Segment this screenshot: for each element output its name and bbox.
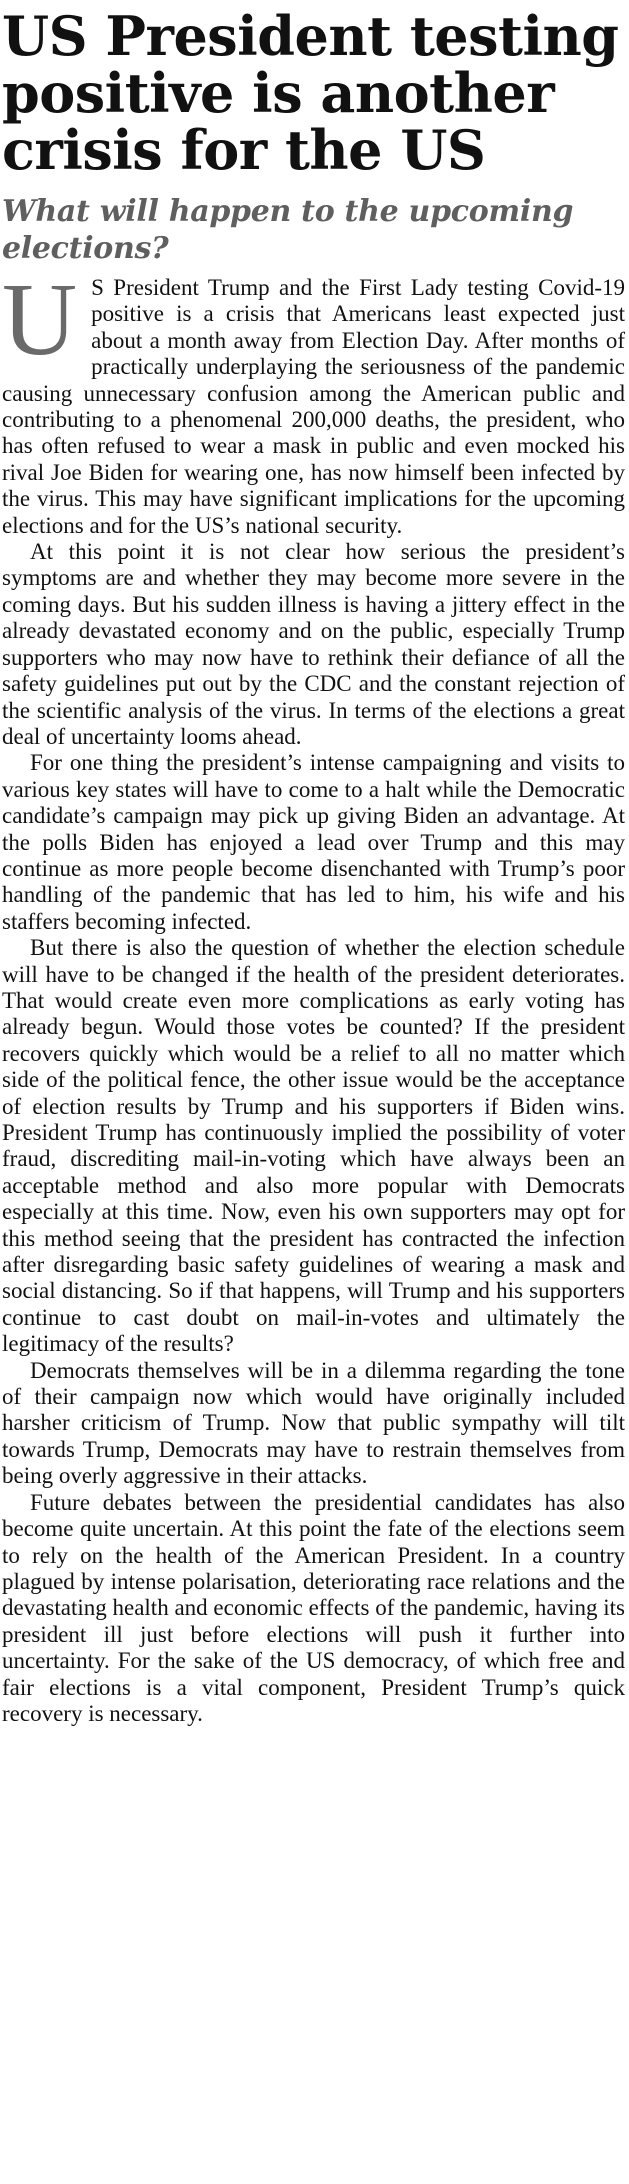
paragraph-5: Democrats themselves will be in a dilemma regarding the tone of their campaign now which would have originally included harsher criticism of Trump. Now that public sympathy will tilt towards Trump, Democrats may have to restrain themselves from being overly aggressive in their attacks.	[2, 1357, 625, 1489]
subheadline: What will happen to the upcoming elections?	[2, 194, 574, 266]
paragraph-3: For one thing the president’s intense campaigning and visits to various key states will have to come to a halt while the Democratic candidate’s campaign may pick up giving Biden an advantage. At the polls Biden has enjoyed a lead over Trump and this may continue as more people become disenchanted with Trump’s poor handling of the pandemic that has led to him, his wife and his staffers becoming infected.	[2, 750, 625, 934]
paragraph-2: At this point it is not clear how serious the president’s symptoms are and whether they may become more severe in the coming days. But his sudden illness is having a jittery effect in the already devastated economy and on the public, especially Trump supporters who may now have to rethink their defiance of all the safety guidelines put out by the CDC and the constant rejection of the scientific analysis of the virus. In terms of the elections a great deal of uncertainty looms ahead.	[2, 539, 625, 749]
paragraph-4: But there is also the question of whether the election schedule will have to be changed if the health of the president deteriorates. That would create even more complications as early voting has already begun. Would those votes be counted? If the president recovers quickly which would be a relief to all no matter which side of the political fence, the other issue would be the acceptance of election results by Trump and his supporters if Biden wins. President Trump has continuously implied the possibility of voter fraud, discrediting mail-in-voting which have always been an acceptable method and also more popular with Democrats especially at this time. Now, even his own supporters may opt for this method seeing that the president has contracted the infection after disregarding basic safety guidelines of wearing a mask and social distancing. So if that happens, will Trump and his supporters continue to cast doubt on mail-in-votes and ultimately the legitimacy of the results?	[2, 935, 625, 1357]
paragraph-1	[2, 262, 625, 539]
paragraph-6: Future debates between the presidential candidates has also become quite uncertain. At this point the fate of the elections seem to rely on the health of the American President. In a country plagued by intense polarisation, deteriorating race relations and the devastating health and economic effects of the pandemic, having its president ill just before elections will push it further into uncertainty. For the sake of the US democracy, of which free and fair elections is a vital component, President Trump’s quick recovery is necessary.	[2, 1489, 625, 1726]
article-body	[2, 262, 625, 1727]
article	[2, 4, 625, 1727]
paragraph-1-text: S President Trump and the First Lady testing Covid-19 positive is a crisis that Americans least expected just about a month away from Election Day. After months of practically underplaying the seriousness of the pandemic causing unnecessary confusion among the American public and contributing to a phenomenal 200,000 deaths, the president, who has often refused to wear a mask in public and even mocked his rival Joe Biden for wearing one, has now himself been infected by the virus. This may have significant implications for the upcoming elections and for the US’s national security.	[2, 275, 625, 538]
drop-cap: U	[2, 262, 78, 377]
headline: US President testing positive is another crisis for the US	[2, 4, 619, 182]
